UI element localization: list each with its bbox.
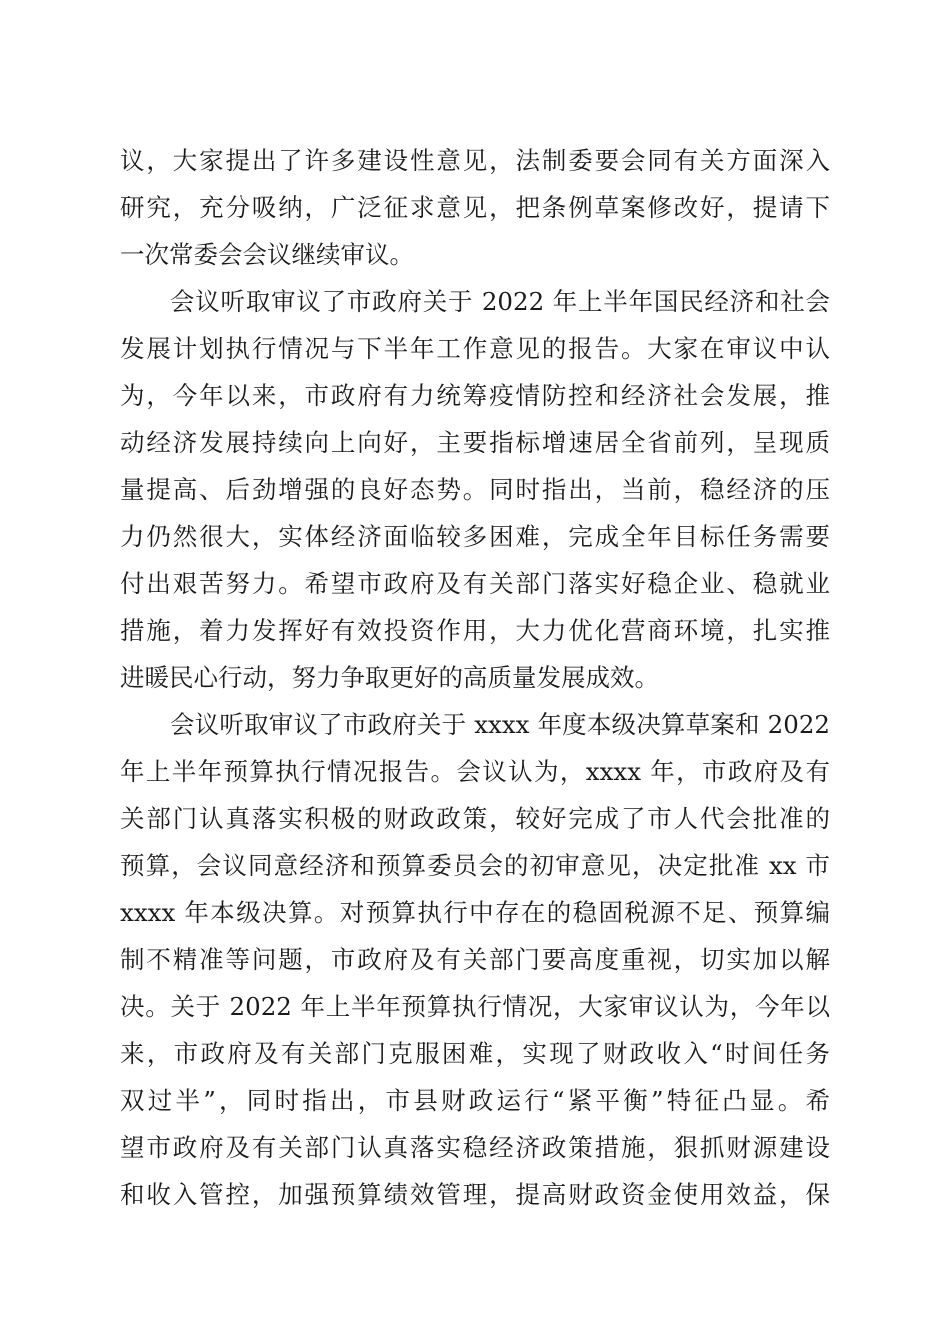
text-line: 年上半年预算执行情况报告。会议认为，xxxx 年，市政府及有 (120, 757, 830, 786)
text-line: 力仍然很大，实体经济面临较多困难，完成全年目标任务需要 (120, 522, 830, 551)
text-line: 预算，会议同意经济和预算委员会的初审意见，决定批准 xx 市 (120, 851, 830, 880)
text-line: 关部门认真落实积极的财政政策，较好完成了市人代会批准的 (120, 804, 830, 833)
text-line: xxxx 年本级决算。对预算执行中存在的稳固税源不足、预算编 (120, 898, 830, 927)
paragraph-first-line: 会议听取审议了市政府关于 2022 年上半年国民经济和社会 (170, 287, 830, 316)
paragraph-first-line: 会议听取审议了市政府关于 xxxx 年度本级决算草案和 2022 (170, 710, 830, 739)
text-line: 来，市政府及有关部门克服困难，实现了财政收入“时间任务 (120, 1039, 830, 1068)
text-line: 双过半”，同时指出，市县财政运行“紧平衡”特征凸显。希 (120, 1086, 830, 1115)
text-line: 量提高、后劲增强的良好态势。同时指出，当前，稳经济的压 (120, 475, 830, 504)
text-line: 制不精准等问题，市政府及有关部门要高度重视，切实加以解 (120, 945, 830, 974)
text-line: 动经济发展持续向上向好，主要指标增速居全省前列，呈现质 (120, 428, 830, 457)
text-line: 和收入管控，加强预算绩效管理，提高财政资金使用效益，保 (120, 1180, 830, 1209)
text-line: 发展计划执行情况与下半年工作意见的报告。大家在审议中认 (120, 334, 830, 363)
text-line: 付出艰苦努力。希望市政府及有关部门落实好稳企业、稳就业 (120, 569, 830, 598)
text-line: 为，今年以来，市政府有力统筹疫情防控和经济社会发展，推 (120, 381, 830, 410)
text-line: 进暖民心行动，努力争取更好的高质量发展成效。 (120, 663, 659, 692)
text-line: 措施，着力发挥好有效投资作用，大力优化营商环境，扎实推 (120, 616, 830, 645)
text-line: 研究，充分吸纳，广泛征求意见，把条例草案修改好，提请下 (120, 193, 830, 222)
text-line: 一次常委会会议继续审议。 (120, 240, 414, 269)
text-line: 望市政府及有关部门认真落实稳经济政策措施，狠抓财源建设 (120, 1133, 830, 1162)
text-line: 决。关于 2022 年上半年预算执行情况，大家审议认为，今年以 (120, 992, 830, 1021)
text-line: 议，大家提出了许多建设性意见，法制委要会同有关方面深入 (120, 146, 830, 175)
